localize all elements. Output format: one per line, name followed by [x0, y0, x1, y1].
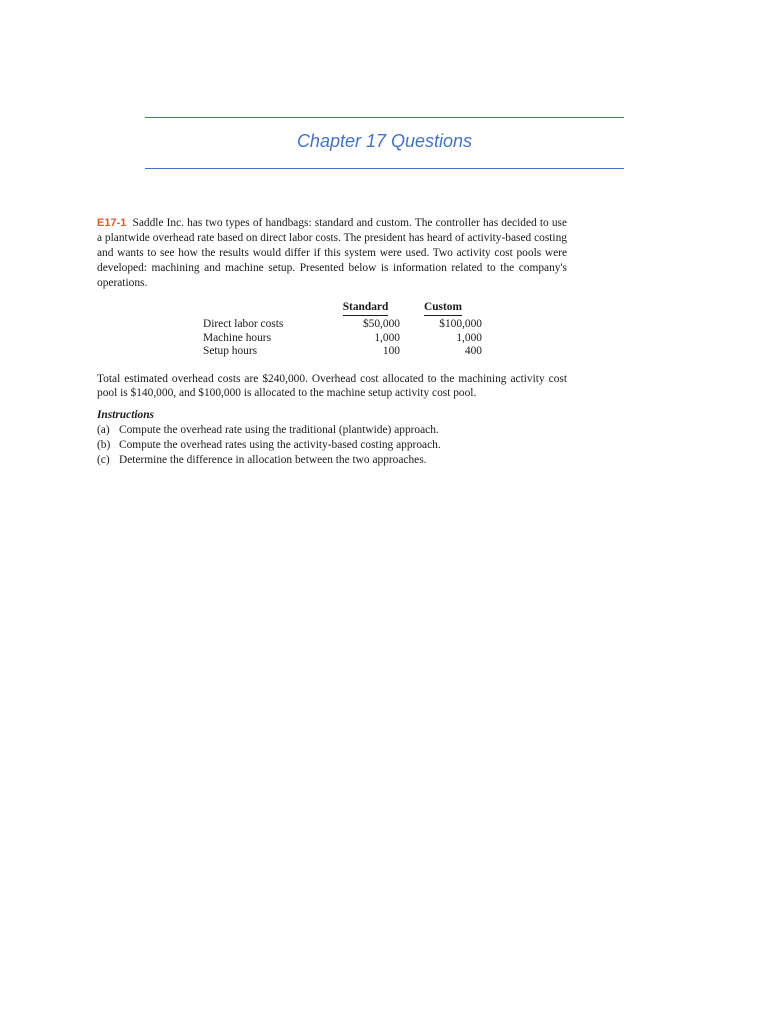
- custom-value: 400: [464, 345, 482, 358]
- row-label: Machine hours: [203, 331, 272, 344]
- table-header-row: [203, 301, 482, 319]
- instruction-label: (a): [97, 424, 110, 437]
- instructions-heading: Instructions: [97, 409, 154, 422]
- table-header-custom: Custom: [404, 301, 482, 319]
- instruction-text: Determine the difference in allocation between the two approaches.: [119, 454, 427, 467]
- exercise-block: [97, 216, 567, 468]
- table-row: [203, 345, 482, 359]
- intro-text: Saddle Inc. has two types of handbags: standard and custom. The controller has decided to use a plantwide overhead rate based on direct labor costs. The president has heard of activity-based costing and wants to see how the results would differ if this system were used. Two activity cost pools were developed: machining and machine setup. Presented below is information related to the company's operations.: [97, 217, 567, 289]
- exercise-intro: [97, 216, 567, 291]
- instruction-item: [97, 423, 567, 438]
- overhead-paragraph: Total estimated overhead costs are $240,000. Overhead cost allocated to the machining activity cost pool is $140,000, and $100,000 is allocated to the machine setup activity cost pool.: [97, 372, 567, 400]
- cost-data-table: [203, 301, 482, 359]
- title-bottom-rule: [145, 168, 624, 169]
- title-top-rule: [145, 117, 624, 118]
- instruction-label: (b): [97, 439, 111, 452]
- instruction-label: (c): [97, 454, 110, 467]
- instruction-text: Compute the overhead rate using the traditional (plantwide) approach.: [119, 424, 439, 437]
- table-header-standard: Standard: [327, 301, 404, 319]
- standard-value: 1,000: [374, 331, 400, 344]
- row-label: Setup hours: [203, 345, 258, 358]
- standard-value: $50,000: [362, 318, 400, 331]
- row-label: Direct labor costs: [203, 318, 284, 331]
- instruction-item: [97, 438, 567, 453]
- table-row: [203, 318, 482, 332]
- instruction-item: [97, 453, 567, 468]
- custom-value: $100,000: [439, 318, 482, 331]
- chapter-title: Chapter 17 Questions: [296, 131, 473, 151]
- table-header-empty: [203, 301, 327, 319]
- custom-value: 1,000: [456, 331, 482, 344]
- standard-value: 100: [382, 345, 400, 358]
- exercise-id: E17-1: [97, 217, 127, 229]
- table-row: [203, 332, 482, 346]
- instruction-text: Compute the overhead rates using the activity-based costing approach.: [119, 439, 441, 452]
